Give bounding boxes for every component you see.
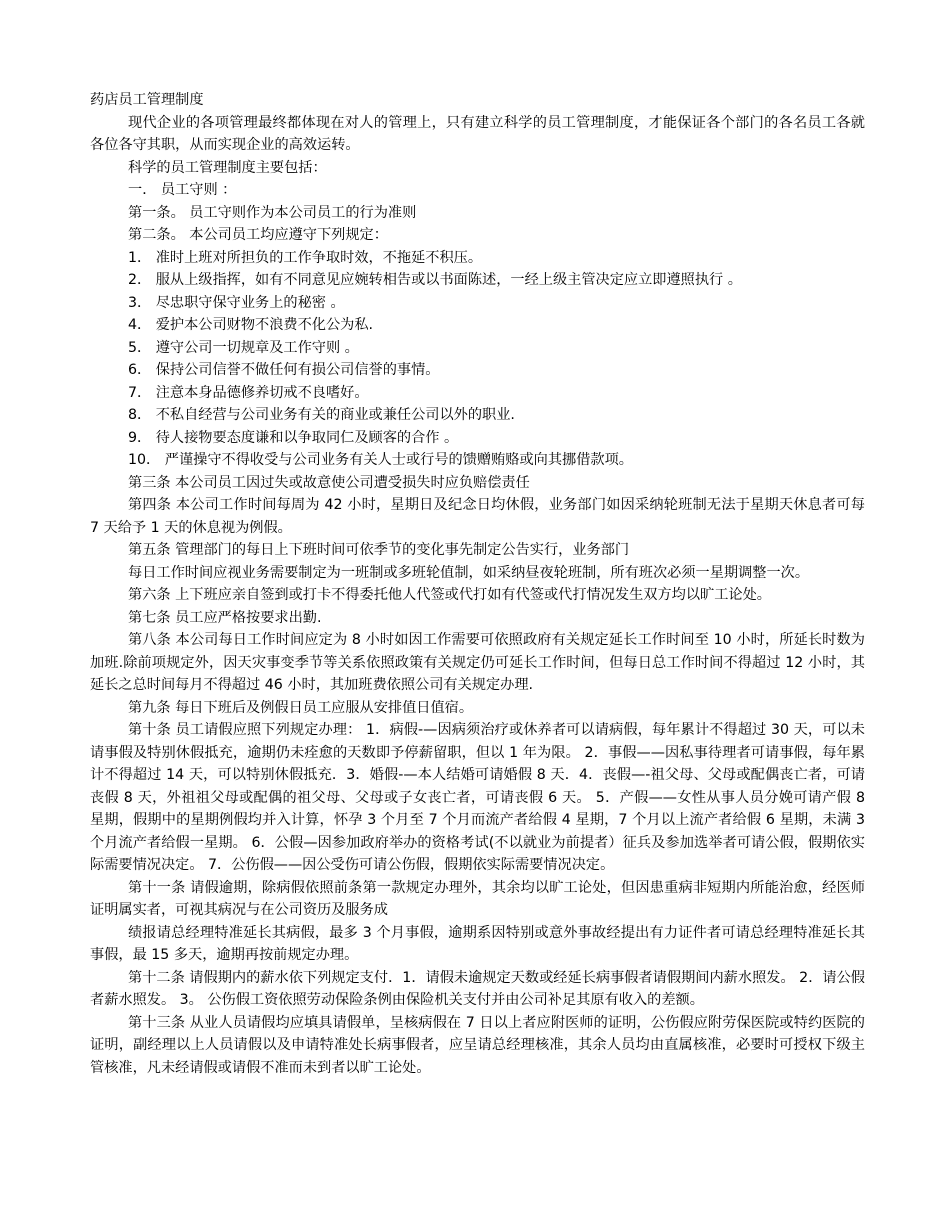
paragraph: 第三条 本公司员工因过失或故意使公司遭受损失时应负赔偿责任 — [128, 474, 530, 491]
paragraph: 7． 注意本身品德修养切戒不良嗜好。 — [128, 384, 369, 401]
paragraph: 10． 严谨操守不得收受与公司业务有关人士或行号的馈赠贿赂或向其挪借款项。 — [128, 452, 633, 468]
paragraph: 第九条 每日下班后及例假日员工应服从安排值日值宿。 — [128, 699, 474, 716]
paragraph: 1． 准时上班对所担负的工作争取时效，不拖延不积压。 — [128, 249, 483, 266]
paragraph: 第十二条 请假期内的薪水依下列规定支付．1．请假未逾规定天数或经延长病事假者请假期间内薪水照发。 2．请公假者薪水照发。 3。 公伤假工资依照劳动保险条例由保险机关支付并由公司补足其原有收入的差额。 — [90, 969, 865, 1008]
document-page — [90, 89, 865, 1079]
paragraph: 第八条 本公司每日工作时间应定为 8 小时如因工作需要可依照政府有关规定延长工作时间至 10 小时，所延长时数为加班.除前项规定外，因天灾事变季节等关系依照政策有关规定仍可延长工作时间，但每日总工作时间不得超过 12 小时，其延长之总时间每月不得超过 46 小时，其加班费依照公司有关规定办理. — [90, 632, 865, 693]
paragraph: 绩报请总经理特准延长其病假，最多 3 个月事假，逾期系因特别或意外事故经提出有力证件者可请总经理特准延长其事假，最 15 多天，逾期再按前规定办理。 — [90, 924, 865, 963]
paragraph: 现代企业的各项管理最终都体现在对人的管理上，只有建立科学的员工管理制度，才能保证各个部门的各名员工各就各位各守其职，从而实现企业的高效运转。 — [90, 114, 865, 153]
document-title: 药店员工管理制度 — [90, 92, 204, 108]
paragraph: 第四条 本公司工作时间每周为 42 小时，星期日及纪念日均休假，业务部门如因采纳轮班制无法于星期天休息者可每 7 天给予 1 天的休息视为例假。 — [90, 497, 865, 536]
paragraph: 第十三条 从业人员请假均应填具请假单，呈核病假在 7 日以上者应附医师的证明，公伤假应附劳保医院或特约医院的证明，副经理以上人员请假以及申请特准处长病事假者，应呈请总经理核准，其余人员均由直属核准，必要时可授权下级主管核准，凡未经请假或请假不准而未到者以旷工论处。 — [90, 1014, 865, 1076]
paragraph: 9． 待人接物要态度谦和以争取同仁及顾客的合作 。 — [128, 429, 459, 446]
paragraph: 第六条 上下班应亲自签到或打卡不得委托他人代签或代打如有代签或代打情况发生双方均以旷工论处。 — [128, 587, 771, 603]
paragraph: 第十条 员工请假应照下列规定办理： 1．病假-—因病须治疗或休养者可以请病假，每年累计不得超过 30 天，可以未请事假及特别休假抵充，逾期仍未痊愈的天数即予停薪留职，但以 1 年为限。 2．事假——因私事待理者可请事假，每年累计不得超过 14 天，可以特别休假抵充．3．婚假-—本人结婚可请婚假 8 天．4．丧假—-祖父母、父母或配偶丧亡者，可请丧假 8 天，外祖祖父母或配偶的祖父母、父母或子女丧亡者，可请丧假 6 天。 5．产假——女性从事人员分娩可请产假 8 星期，假期中的星期例假均并入计算，怀孕 3 个月至 7 个月而流产者给假 4 星期，7 个月以上流产者给假 6 星期，未满 3 个月流产者给假一星期。 6．公假—因参加政府举办的资格考试(不以就业为前提者）征兵及参加选举者可请公假，假期依实际需要情况决定。 7．公伤假——因公受伤可请公伤假，假期依实际需要情况决定。 — [90, 722, 865, 873]
paragraph: 每日工作时间应视业务需要制定为一班制或多班轮值制，如采纳昼夜轮班制，所有班次必须一星期调整一次。 — [128, 564, 810, 581]
paragraph: 第一条。 员工守则作为本公司员工的行为准则 — [128, 204, 417, 221]
paragraph: 5． 遵守公司一切规章及工作守则 。 — [128, 339, 359, 356]
paragraph: 8． 不私自经营与公司业务有关的商业或兼任公司以外的职业. — [128, 407, 515, 423]
paragraph: 6． 保持公司信誉不做任何有损公司信誉的事情。 — [128, 362, 440, 378]
paragraph: 第二条。 本公司员工均应遵守下列规定： — [128, 227, 388, 243]
paragraph: 第十一条 请假逾期，除病假依照前条第一款规定办理外，其余均以旷工论处，但因患重病非短期内所能治愈，经医师证明属实者，可视其病况与在公司资历及服务成 — [90, 879, 865, 918]
paragraph: 2． 服从上级指挥，如有不同意见应婉转相告或以书面陈述，一经上级主管决定应立即遵照执行 。 — [128, 272, 742, 288]
paragraph: 科学的员工管理制度主要包括： — [128, 159, 327, 176]
paragraph: 一． 员工守则 ： — [128, 182, 237, 198]
paragraph: 4． 爱护本公司财物不浪费不化公为私. — [128, 317, 374, 333]
paragraph: 3． 尽忠职守保守业务上的秘密 。 — [128, 294, 345, 311]
paragraph: 第五条 管理部门的每日上下班时间可依季节的变化事先制定公告实行，业务部门 — [128, 542, 630, 558]
document-body — [90, 112, 865, 1080]
paragraph: 第七条 员工应严格按要求出勤. — [128, 609, 322, 626]
